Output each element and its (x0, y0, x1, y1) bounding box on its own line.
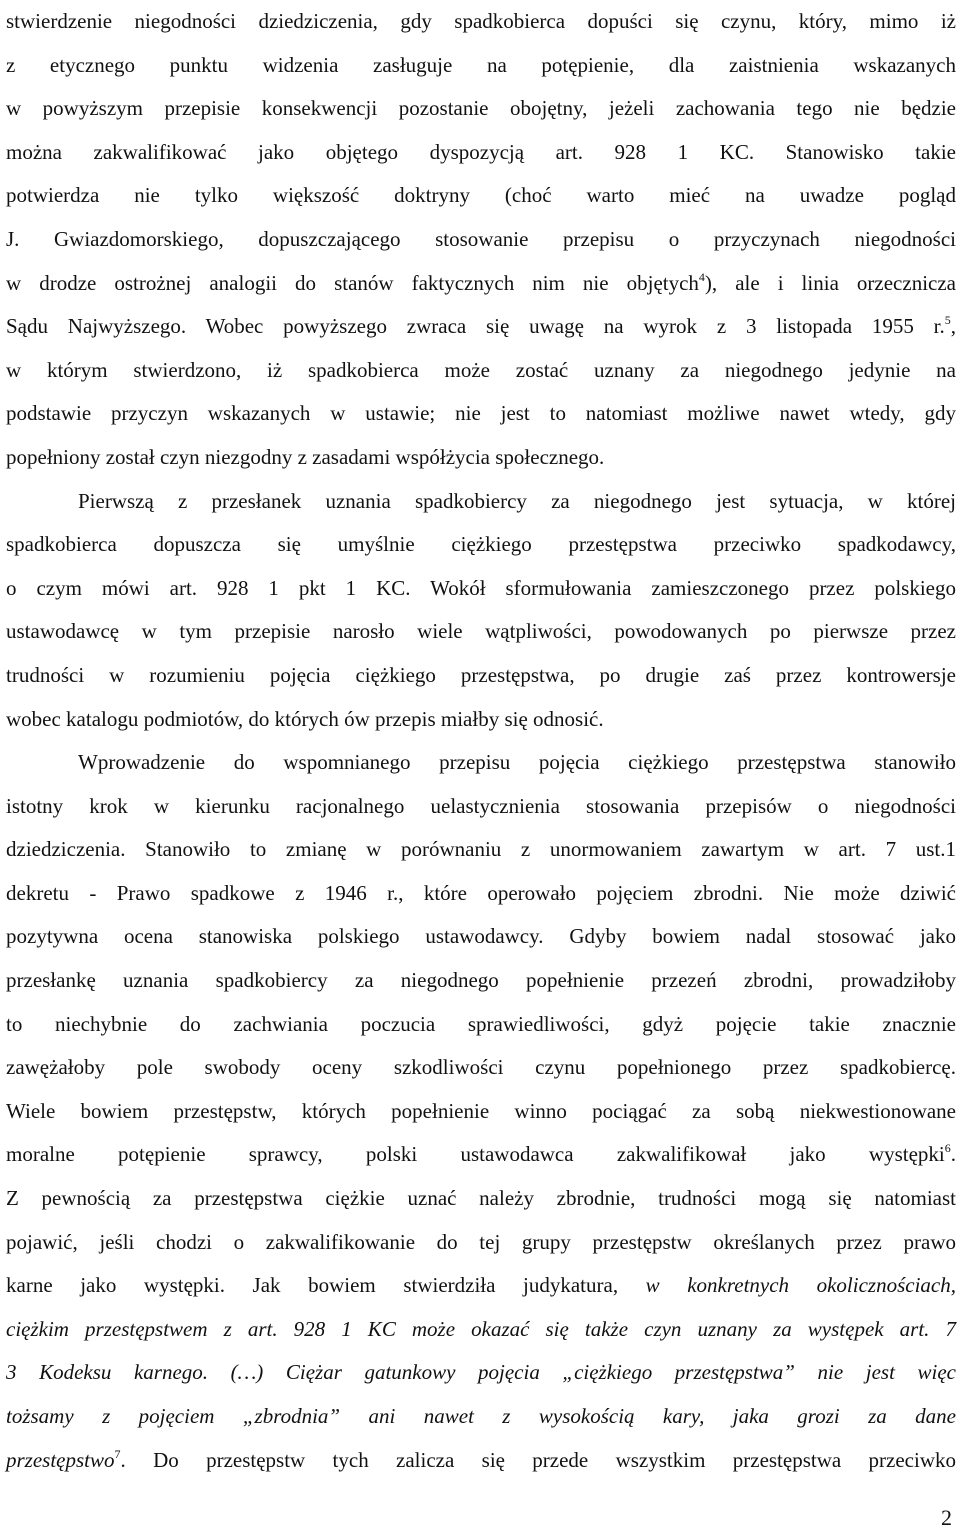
text-line: z etycznego punktu widzenia zasługuje na potępienie, dla zaistnienia wskazanych (6, 52, 956, 77)
text-line: karne jako występki. Jak bowiem stwierdziła judykatura, w konkretnych okolicznościach, (6, 1273, 956, 1298)
body-text (6, 0, 956, 1482)
text-line: popełniony został czyn niezgodny z zasadami współżycia społecznego. (6, 444, 605, 469)
text-line: przestępstwo$^7$. Do przestępstw tych zalicza się przede wszystkim przestępstwa przeciwko (6, 1446, 956, 1472)
text-line (6, 1308, 956, 1352)
text-line: moralne potępienie sprawcy, polski ustawodawca zakwalifikował jako występki$^6$. (6, 1141, 956, 1167)
text-line: zawężałoby pole swobody oceny szkodliwości czynu popełnionego przez spadkobiercę. (6, 1055, 956, 1080)
text-line: przesłankę uznania spadkobiercy za niegodnego popełnienie przezeń zbrodni, prowadziłoby (6, 968, 956, 993)
text-line: w którym stwierdzono, iż spadkobierca może zostać uznany za niegodnego jedynie na (6, 357, 956, 382)
footnote-ref: 5 (944, 313, 951, 328)
quotation-italic: przestępstwo (6, 1447, 115, 1472)
text-line (6, 1351, 956, 1395)
text-line: w drodze ostrożnej analogii do stanów faktycznych nim nie objętych$^4$), ale i linia orzecznicza (6, 269, 956, 295)
footnote-ref: 4 (698, 269, 705, 284)
text-line: to niechybnie do zachwiania poczucia sprawiedliwości, gdyż pojęcie takie znacznie (6, 1011, 956, 1036)
quotation-italic: w konkretnych okolicznościach, (645, 1273, 956, 1298)
text-line: istotny krok w kierunku racjonalnego uelastycznienia stosowania przepisów o niegodności (6, 793, 956, 818)
text-line (6, 1395, 956, 1439)
text-line: Z pewnością za przestępstwa ciężkie uznać należy zbrodnie, trudności mogą się natomiast (6, 1186, 956, 1211)
text-line: potwierdza nie tylko większość doktryny (choć warto mieć na uwadze pogląd (6, 183, 956, 208)
text-line: w powyższym przepisie konsekwencji pozostanie obojętny, jeżeli zachowania tego nie będzie (6, 96, 956, 121)
text-line: można zakwalifikować jako objętego dyspozycją art. 928 1 KC. Stanowisko takie (6, 139, 956, 164)
text-line: ustawodawcę w tym przepisie narosło wiele wątpliwości, powodowanych po pierwsze przez (6, 619, 956, 644)
text-line: dekretu - Prawo spadkowe z 1946 r., które operowało pojęciem zbrodni. Nie może dziwić (6, 880, 956, 905)
text-line: stwierdzenie niegodności dziedziczenia, gdy spadkobierca dopuści się czynu, który, mimo iż (6, 9, 956, 33)
text-line: J. Gwiazdomorskiego, dopuszczającego stosowanie przepisu o przyczynach niegodności (6, 226, 956, 251)
text-line: podstawie przyczyn wskazanych w ustawie; nie jest to natomiast możliwe nawet wtedy, gdy (6, 401, 956, 426)
text-line: Wiele bowiem przestępstw, których popełnienie winno pociągać za sobą niekwestionowane (6, 1098, 956, 1123)
text-line: spadkobierca dopuszcza się umyślnie ciężkiego przestępstwa przeciwko spadkodawcy, (6, 532, 956, 557)
quotation-italic: 3 Kodeksu karnego. (…) Ciężar gatunkowy pojęcia „ciężkiego przestępstwa” nie jest więc (6, 1360, 956, 1385)
text-line: dziedziczenia. Stanowiło to zmianę w porównaniu z unormowaniem zawartym w art. 7 ust.1 (6, 837, 956, 862)
text-line: o czym mówi art. 928 1 pkt 1 KC. Wokół sformułowania zamieszczonego przez polskiego (6, 575, 956, 600)
page-number: 2 (941, 1505, 952, 1530)
paragraph-first-line: Wprowadzenie do wspomnianego przepisu pojęcia ciężkiego przestępstwa stanowiło (78, 750, 956, 775)
quotation-italic: ciężkim przestępstwem z art. 928 1 KC może okazać się także czyn uznany za występek art. 7 (6, 1316, 956, 1341)
paragraph-first-line: Pierwszą z przesłanek uznania spadkobiercy za niegodnego jest sytuacja, w której (78, 488, 956, 513)
footnote-ref: 6 (944, 1141, 951, 1156)
text-line: Sądu Najwyższego. Wobec powyższego zwraca się uwagę na wyrok z 3 listopada 1955 r.$^5$, (6, 313, 956, 339)
text-line: wobec katalogu podmiotów, do których ów przepis miałby się odnosić. (6, 706, 604, 731)
text-line: pozytywna ocena stanowiska polskiego ustawodawcy. Gdyby bowiem nadal stosować jako (6, 924, 956, 949)
text-line: trudności w rozumieniu pojęcia ciężkiego przestępstwa, po drugie zaś przez kontrowersje (6, 662, 956, 687)
footnote-ref: 7 (114, 1446, 121, 1461)
text-line: pojawić, jeśli chodzi o zakwalifikowanie do tej grupy przestępstw określanych przez prawo (6, 1229, 956, 1254)
quotation-italic: tożsamy z pojęciem „zbrodnia” ani nawet z wysokością kary, jaka grozi za dane (6, 1404, 956, 1428)
